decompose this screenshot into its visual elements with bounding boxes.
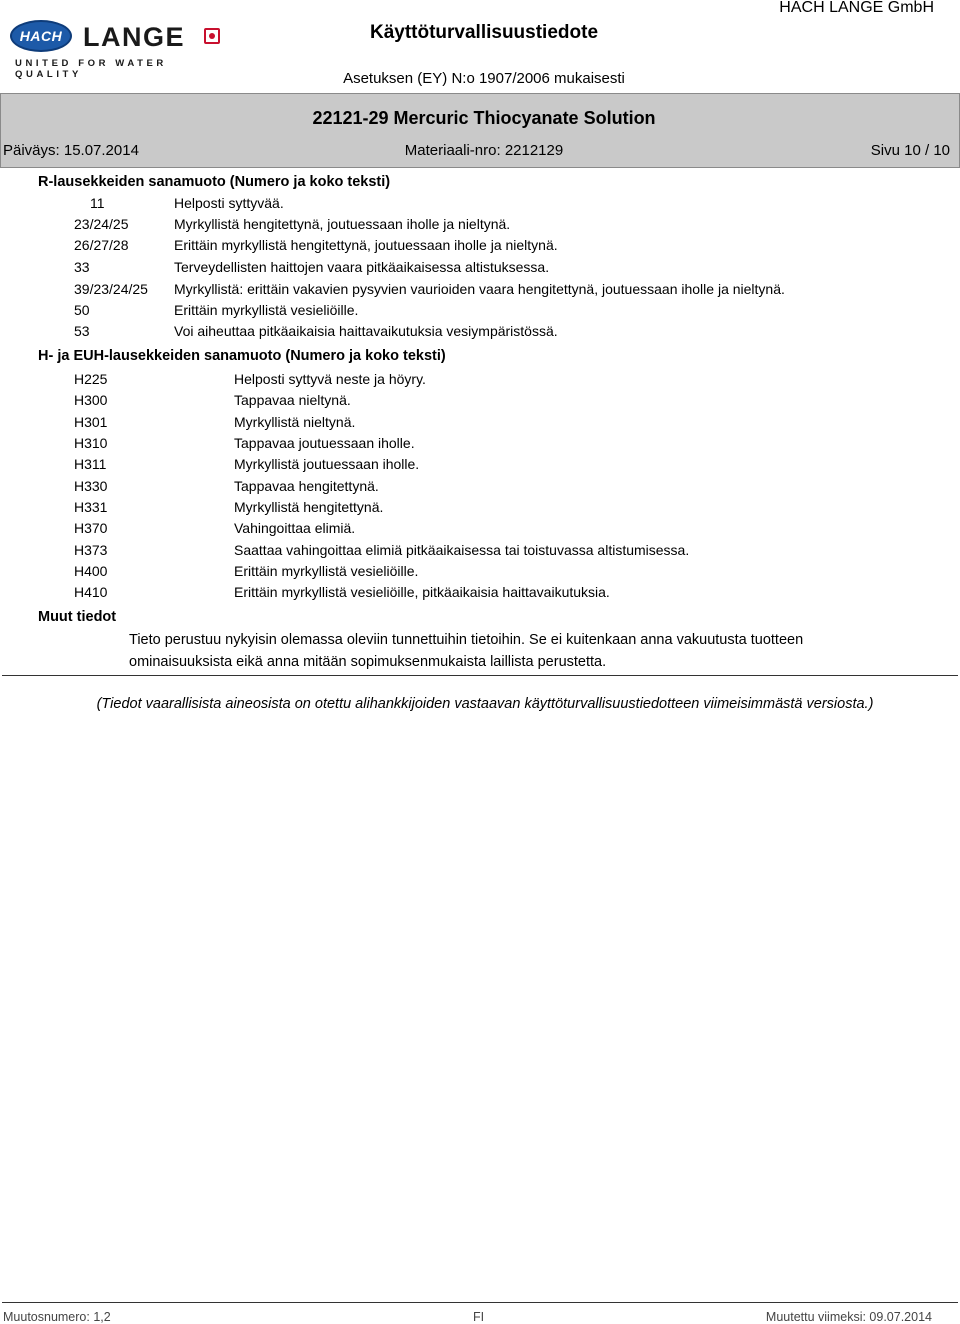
other-info-title: Muut tiedot bbox=[38, 609, 117, 625]
h-phrase-text: Saattaa vahingoittaa elimiä pitkäaikaisessa tai toistuvassa altistumisessa. bbox=[234, 542, 690, 558]
h-phrase-text: Helposti syttyvä neste ja höyry. bbox=[234, 371, 426, 387]
r-phrase-code: 50 bbox=[74, 302, 90, 318]
company-name: HACH LANGE GmbH bbox=[779, 0, 934, 16]
material-number: Materiaali-nro: 2212129 bbox=[404, 142, 564, 159]
lange-logo-text: LANGE bbox=[83, 22, 185, 52]
r-phrase-text: Erittäin myrkyllistä hengitettynä, joutuessaan iholle ja nieltynä. bbox=[174, 237, 558, 253]
regulation-reference: Asetuksen (EY) N:o 1907/2006 mukaisesti bbox=[343, 70, 625, 87]
h-phrase-text: Erittäin myrkyllistä vesieliöille. bbox=[234, 563, 419, 579]
h-phrase-text: Myrkyllistä hengitettynä. bbox=[234, 499, 384, 515]
h-phrase-code: H310 bbox=[74, 435, 108, 451]
r-phrase-text: Voi aiheuttaa pitkäaikaisia haittavaikutuksia vesiympäristössä. bbox=[174, 323, 558, 339]
language-code: FI bbox=[473, 1310, 485, 1324]
r-phrase-text: Myrkyllistä: erittäin vakavien pysyvien vaurioiden vaara hengitettynä, joutuessaan iholle ja nieltynä. bbox=[174, 281, 785, 297]
h-phrase-code: H301 bbox=[74, 414, 108, 430]
h-phrase-code: H400 bbox=[74, 563, 108, 579]
disclaimer-text: (Tiedot vaarallisista aineosista on otettu alihankkijoiden vastaavan käyttöturvallisuustiedotteen viimeisimmästä versiosta.) bbox=[96, 696, 874, 712]
r-phrase-code: 39/23/24/25 bbox=[74, 281, 148, 297]
r-phrase-code: 11 bbox=[90, 195, 105, 211]
h-phrases-title: H- ja EUH-lausekkeiden sanamuoto (Numero ja koko teksti) bbox=[38, 348, 446, 364]
r-phrase-code: 26/27/28 bbox=[74, 237, 129, 253]
footer-divider bbox=[2, 1302, 958, 1303]
r-phrase-text: Helposti syttyvää. bbox=[174, 195, 284, 211]
r-phrases-title: R-lausekkeiden sanamuoto (Numero ja koko teksti) bbox=[38, 174, 391, 190]
h-phrase-text: Myrkyllistä joutuessaan iholle. bbox=[234, 456, 420, 472]
h-phrase-code: H300 bbox=[74, 392, 108, 408]
r-phrase-code: 53 bbox=[74, 323, 90, 339]
r-phrase-text: Myrkyllistä hengitettynä, joutuessaan iholle ja nieltynä. bbox=[174, 216, 511, 232]
r-phrase-code: 23/24/25 bbox=[74, 216, 129, 232]
section-divider bbox=[2, 675, 958, 676]
r-phrase-code: 33 bbox=[74, 259, 90, 275]
last-modified: Muutettu viimeksi: 09.07.2014 bbox=[765, 1310, 932, 1324]
document-title: Käyttöturvallisuustiedote bbox=[369, 22, 599, 43]
h-phrase-code: H225 bbox=[74, 371, 108, 387]
h-phrase-text: Erittäin myrkyllistä vesieliöille, pitkäaikaisia haittavaikutuksia. bbox=[234, 584, 610, 600]
h-phrase-code: H373 bbox=[74, 542, 108, 558]
h-phrase-text: Tappavaa nieltynä. bbox=[234, 392, 351, 408]
hach-logo-icon: HACH bbox=[10, 20, 72, 52]
h-phrase-text: Vahingoittaa elimiä. bbox=[234, 520, 356, 536]
h-phrase-text: Myrkyllistä nieltynä. bbox=[234, 414, 356, 430]
other-info-text: Tieto perustuu nykyisin olemassa oleviin tunnettuihin tietoihin. Se ei kuitenkaan anna vakuutusta tuotteen ominaisuuksista eikä anna mitään sopimuksenmukaista laillista perustetta. bbox=[129, 632, 804, 670]
h-phrase-text: Tappavaa hengitettynä. bbox=[234, 478, 379, 494]
product-name: 22121-29 Mercuric Thiocyanate Solution bbox=[312, 108, 656, 128]
r-phrase-text: Erittäin myrkyllistä vesieliöille. bbox=[174, 302, 359, 318]
r-phrase-text: Terveydellisten haittojen vaara pitkäaikaisessa altistuksessa. bbox=[174, 259, 550, 275]
logo-tagline: UNITED FOR WATER QUALITY bbox=[15, 58, 167, 80]
page-number: Sivu 10 / 10 bbox=[870, 142, 950, 159]
h-phrase-code: H410 bbox=[74, 584, 108, 600]
h-phrase-code: H331 bbox=[74, 499, 108, 515]
h-phrase-text: Tappavaa joutuessaan iholle. bbox=[234, 435, 415, 451]
h-phrase-code: H370 bbox=[74, 520, 108, 536]
document-date: Päiväys: 15.07.2014 bbox=[3, 142, 139, 159]
h-phrase-code: H330 bbox=[74, 478, 108, 494]
revision-number: Muutosnumero: 1,2 bbox=[3, 1310, 111, 1324]
h-phrase-code: H311 bbox=[74, 456, 107, 472]
